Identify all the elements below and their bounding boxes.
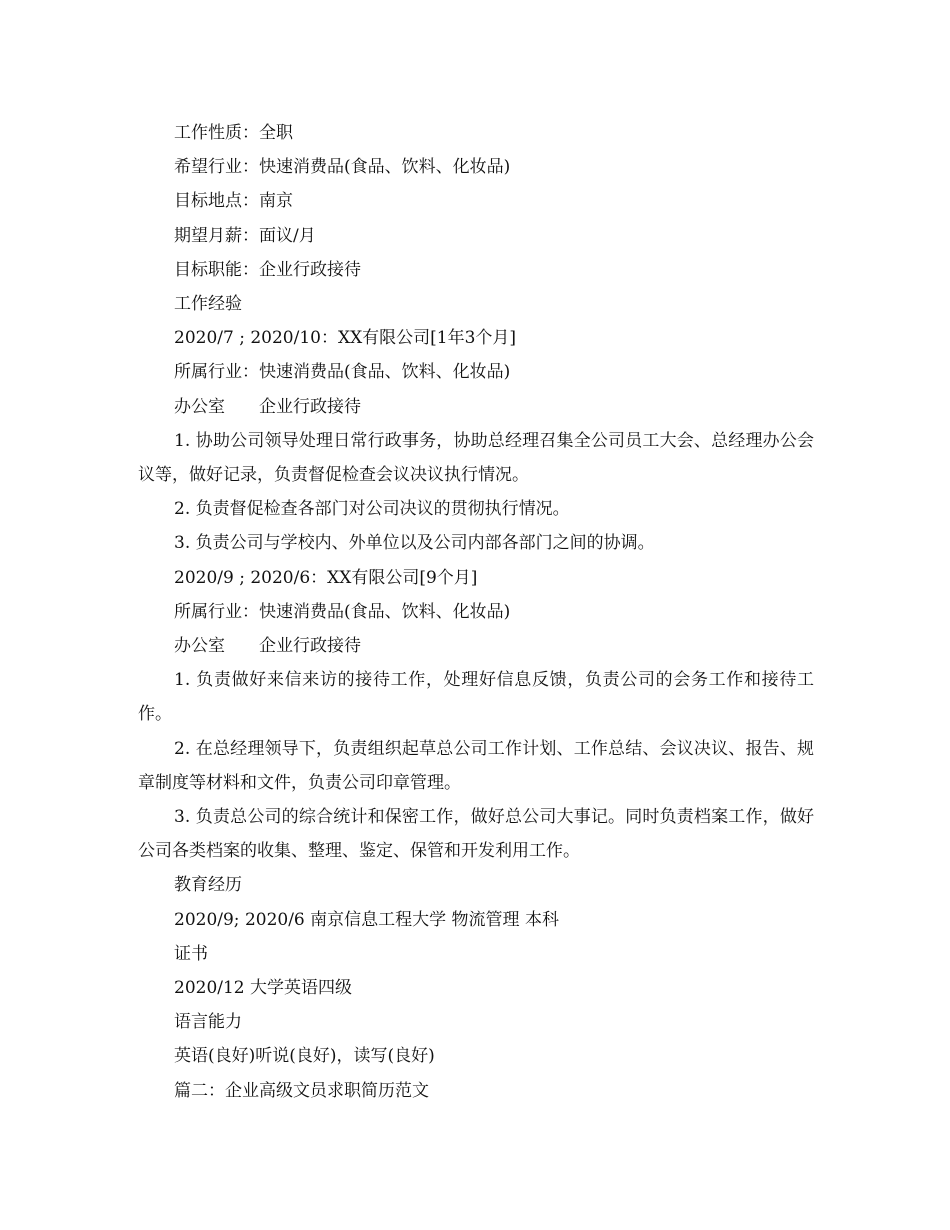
certificate-heading: 证书: [174, 943, 208, 964]
job1-industry-line: 所属行业：快速消费品(食品、饮料、化妆品): [174, 362, 511, 383]
language-line: 英语(良好)听说(良好)，读写(良好): [174, 1046, 435, 1067]
job-type-line: 工作性质：全职: [174, 123, 293, 143]
job2-duty-2: 2. 在总经理领导下，负责组织起草总公司工作计划、工作总结、会议决议、报告、规章制度等材料和文件，负责公司印章管理。: [138, 738, 814, 793]
expected-salary-line: 期望月薪：面议/月: [174, 225, 316, 246]
job2-duty-3: 3. 负责总公司的综合统计和保密工作，做好总公司大事记。同时负责档案工作，做好公司各类档案的收集、整理、鉴定、保管和开发利用工作。: [138, 807, 814, 862]
job1-duty-3: 3. 负责公司与学校内、外单位以及公司内部各部门之间的协调。: [174, 533, 655, 554]
job2-department-line: 办公室 企业行政接待: [174, 636, 361, 657]
section-two-title: 篇二：企业高级文员求职简历范文: [174, 1080, 429, 1101]
job1-period-line: 2020/7 ; 2020/10：XX有限公司[1年3个月]: [174, 328, 517, 349]
target-function-line: 目标职能：企业行政接待: [174, 259, 361, 280]
job2-duty-1: 1. 负责做好来信来访的接待工作，处理好信息反馈，负责公司的会务工作和接待工作。: [138, 670, 814, 725]
education-heading: 教育经历: [174, 875, 242, 896]
job2-industry-line: 所属行业：快速消费品(食品、饮料、化妆品): [174, 601, 511, 622]
job1-department-line: 办公室 企业行政接待: [174, 396, 361, 417]
work-experience-heading: 工作经验: [174, 294, 242, 315]
job1-duty-2: 2. 负责督促检查各部门对公司决议的贯彻执行情况。: [174, 499, 570, 520]
job2-period-line: 2020/9 ; 2020/6：XX有限公司[9个月]: [174, 567, 478, 588]
language-heading: 语言能力: [174, 1012, 242, 1033]
certificate-line: 2020/12 大学英语四级: [174, 978, 353, 999]
desired-industry-line: 希望行业：快速消费品(食品、饮料、化妆品): [174, 157, 511, 178]
education-line: 2020/9; 2020/6 南京信息工程大学 物流管理 本科: [174, 909, 559, 930]
target-location-line: 目标地点：南京: [174, 191, 293, 212]
document-body: [138, 116, 814, 1108]
job1-duty-1: 1. 协助公司领导处理日常行政事务，协助总经理召集全公司员工大会、总经理办公会议等，做好记录，负责督促检查会议决议执行情况。: [138, 430, 814, 486]
